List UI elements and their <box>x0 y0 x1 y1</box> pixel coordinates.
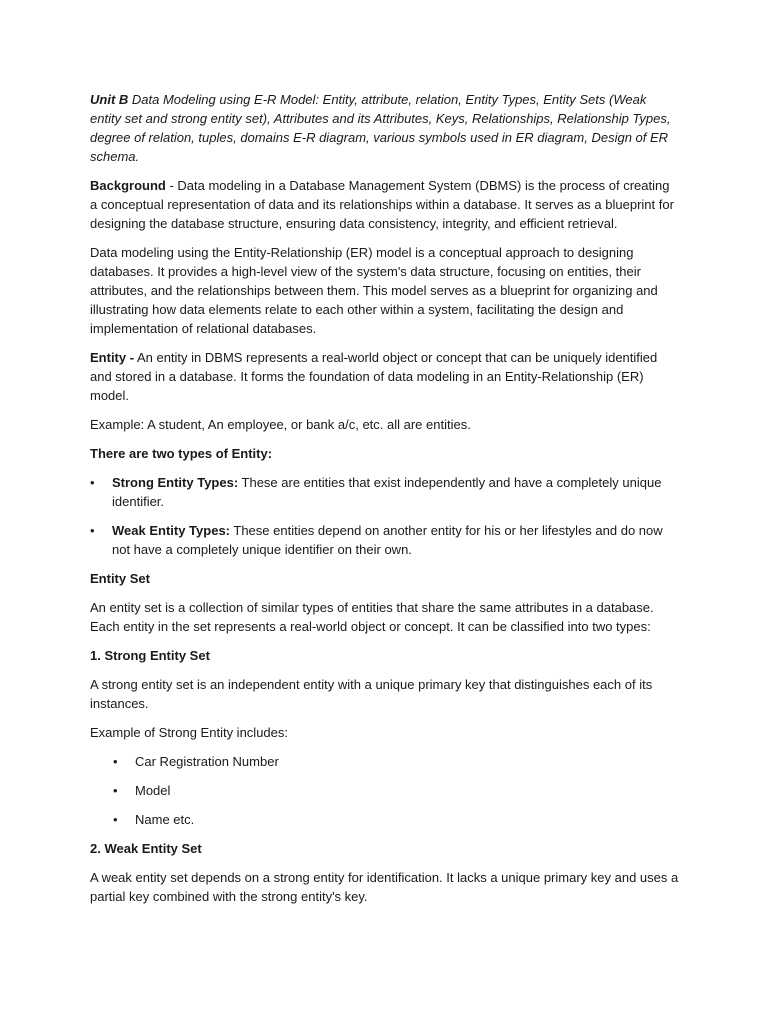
entity-paragraph <box>90 348 680 405</box>
strong-entity-set-paragraph: A strong entity set is an independent entity with a unique primary key that distinguishes each of its instances. <box>90 677 653 711</box>
weak-entity-set-paragraph: A weak entity set depends on a strong entity for identification. It lacks a unique primary key and uses a partial key combined with the strong entity's key. <box>90 870 679 904</box>
background-paragraph <box>90 176 680 233</box>
list-item <box>90 521 680 559</box>
unit-intro-text: Data Modeling using E-R Model: Entity, attribute, relation, Entity Types, Entity Sets (Weak entity set and strong entity set), Attributes and its Attributes, Keys, Relationships, Relationship Types, degree of relation, tuples, domains E-R diagram, various symbols used in ER diagram, Design of ER schema. <box>90 92 671 164</box>
weak-entity-set-heading: 2. Weak Entity Set <box>90 841 202 856</box>
strong-entity-set-heading: 1. Strong Entity Set <box>90 648 210 663</box>
entity-types-heading: There are two types of Entity: <box>90 446 273 461</box>
unit-label: Unit B <box>90 92 129 107</box>
strong-example-intro: Example of Strong Entity includes: <box>90 725 288 740</box>
entity-text: An entity in DBMS represents a real-world object or concept that can be uniquely identified and stored in a database. It forms the foundation of data modeling in an Entity-Relationship (ER) model. <box>90 350 658 403</box>
document-page <box>90 90 680 916</box>
entity-type-text: These are entities that exist independently and have a completely unique identifier. <box>112 475 662 509</box>
unit-intro-paragraph <box>90 90 680 166</box>
er-model-paragraph: Data modeling using the Entity-Relationship (ER) model is a conceptual approach to designing databases. It provides a high-level view of the system's data structure, focusing on entities, their attributes, and the relationships between them. This model serves as a blueprint for organizing and illustrating how data elements relate to each other within a system, facilitating the design and implementation of relational databases. <box>90 245 658 336</box>
list-item: • Name etc. <box>90 810 680 829</box>
list-item: • Model <box>90 781 680 800</box>
entity-example: Example: A student, An employee, or bank a/c, etc. all are entities. <box>90 417 471 432</box>
background-text: - Data modeling in a Database Management System (DBMS) is the process of creating a conceptual representation of data and its relationships within a database. It serves as a blueprint for designing the database structure, ensuring data consistency, integrity, and efficient retrieval. <box>90 178 674 231</box>
entity-type-label: Weak Entity Types: <box>112 523 230 538</box>
strong-examples-list <box>90 752 680 829</box>
entity-type-label: Strong Entity Types: <box>112 475 239 490</box>
entity-set-heading: Entity Set <box>90 571 150 586</box>
background-label: Background <box>90 178 166 193</box>
entity-type-text: These entities depend on another entity for his or her lifestyles and do now not have a completely unique identifier on their own. <box>112 523 663 557</box>
entity-types-list <box>90 473 680 559</box>
list-item <box>90 473 680 511</box>
entity-set-paragraph: An entity set is a collection of similar types of entities that share the same attributes in a database. Each entity in the set represents a real-world object or concept. It can be classified into two types: <box>90 600 654 634</box>
list-item: • Car Registration Number <box>90 752 680 771</box>
entity-label: Entity - <box>90 350 135 365</box>
